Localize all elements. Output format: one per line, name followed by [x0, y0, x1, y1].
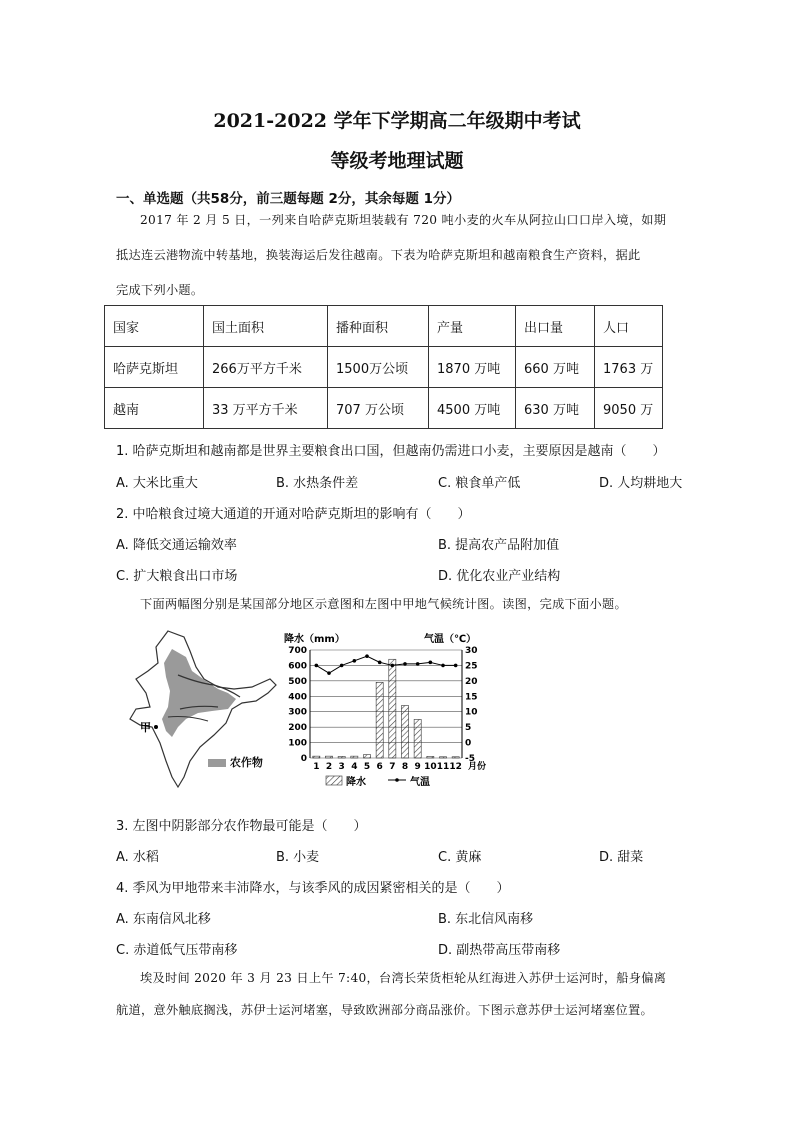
map-legend	[208, 754, 263, 770]
table-cell: 707 万公顷	[328, 388, 429, 429]
table-cell: 266万平方千米	[204, 347, 328, 388]
precip-bars	[313, 659, 459, 758]
chart-grid	[310, 650, 462, 758]
temp-point	[378, 661, 382, 665]
q2-option-a[interactable]: A. 降低交通运输效率	[116, 538, 237, 553]
right-tick-label: -5	[465, 754, 475, 764]
precip-bar	[338, 756, 345, 758]
temp-polyline	[316, 656, 455, 673]
legend-line-dot	[395, 778, 399, 782]
left-tick-label: 400	[288, 692, 307, 703]
table-cell: 33 万平方千米	[204, 388, 328, 429]
temp-line	[315, 654, 458, 675]
place-jia-marker	[154, 725, 158, 729]
q4-option-d[interactable]: D. 副热带高压带南移	[438, 943, 561, 958]
q2-option-d[interactable]: D. 优化农业产业结构	[438, 569, 561, 584]
question-4-stem: 4. 季风为甲地带来丰沛降水，与该季风的成因紧密相关的是（ ）	[116, 881, 510, 896]
table-cell: 越南	[105, 388, 204, 429]
map-legend-label: 农作物	[229, 756, 263, 769]
right-tick-label: 20	[465, 676, 478, 687]
table-cell: 4500 万吨	[429, 388, 516, 429]
x-tick-label: 11	[436, 762, 450, 772]
table-row	[105, 347, 663, 388]
q4-option-c[interactable]: C. 赤道低气压带南移	[116, 943, 238, 958]
x-tick-label: 6	[376, 762, 383, 772]
q1-option-d[interactable]: D. 人均耕地大	[599, 476, 683, 491]
legend-bar-swatch	[326, 776, 342, 785]
temp-point	[353, 659, 357, 663]
right-tick-label: 30	[465, 646, 478, 656]
exam-title: 2021-2022 学年下学期高二年级期中考试	[213, 110, 581, 132]
q1-option-c[interactable]: C. 粮食单产低	[438, 476, 521, 491]
q4-option-b[interactable]: B. 东北信风南移	[438, 912, 534, 927]
x-tick-label: 1	[313, 762, 320, 772]
table-header-cell: 国土面积	[204, 306, 328, 347]
q2-option-c[interactable]: C. 扩大粮食出口市场	[116, 569, 238, 584]
table-header-cell: 播种面积	[328, 306, 429, 347]
x-tick-label: 7	[389, 762, 396, 772]
section-heading: 一、单选题（共58分，前三题每题 2分，其余每题 1分）	[116, 191, 460, 207]
climate-chart	[282, 630, 490, 790]
right-tick-label: 10	[465, 707, 478, 718]
q4-option-a[interactable]: A. 东南信风北移	[116, 912, 211, 927]
exam-subtitle: 等级考地理试题	[330, 150, 464, 172]
temp-point	[403, 662, 407, 666]
precip-bar	[452, 757, 459, 758]
q3-option-b[interactable]: B. 小麦	[276, 850, 320, 865]
chart-ylabel-right: 气温（℃）	[424, 634, 477, 645]
precip-bar	[414, 719, 421, 758]
passage1-line1: 2017 年 2 月 5 日，一列来自哈萨克斯坦装载有 720 吨小麦的火车从阿拉山口口岸入境，如期	[140, 213, 667, 227]
q1-option-b[interactable]: B. 水热条件差	[276, 476, 359, 491]
place-jia-label: 甲	[140, 721, 151, 734]
x-unit-label: 月份	[468, 762, 487, 772]
q3-option-d[interactable]: D. 甜菜	[599, 850, 644, 865]
temp-point	[327, 671, 331, 675]
question-1-stem: 1. 哈萨克斯坦和越南都是世界主要粮食出口国，但越南仍需进口小麦，主要原因是越南（ ）	[116, 444, 666, 459]
q3-option-a[interactable]: A. 水稻	[116, 850, 159, 865]
precip-bar	[313, 756, 320, 758]
passage1-line3: 完成下列小题。	[116, 283, 204, 297]
left-tick-label: 700	[288, 646, 307, 656]
table-cell: 660 万吨	[516, 347, 595, 388]
left-tick-label: 500	[288, 676, 307, 687]
q3-option-c[interactable]: C. 黄麻	[438, 850, 482, 865]
left-tick-label: 200	[288, 723, 307, 734]
legend-line-label: 气温	[410, 777, 430, 788]
right-tick-label: 25	[465, 661, 478, 672]
x-tick-label: 4	[351, 762, 358, 772]
right-tick-label: 5	[465, 723, 472, 734]
chart-ylabel-left: 降水（mm）	[284, 634, 345, 645]
precip-bar	[325, 756, 332, 758]
left-tick-label: 100	[288, 738, 307, 749]
x-tick-label: 2	[325, 762, 333, 772]
temp-point	[441, 664, 445, 668]
left-axis-ticks	[288, 646, 307, 764]
precip-bar	[439, 757, 446, 758]
right-tick-label: 0	[465, 738, 472, 749]
left-tick-label: 0	[300, 754, 307, 764]
temp-point	[454, 664, 458, 668]
table-cell: 9050 万	[595, 388, 663, 429]
table-cell: 1870 万吨	[429, 347, 516, 388]
precip-bar	[376, 682, 383, 758]
table-row	[105, 388, 663, 429]
table-header-cell: 国家	[105, 306, 204, 347]
q2-option-b[interactable]: B. 提高农产品附加值	[438, 538, 560, 553]
precip-bar	[401, 706, 408, 758]
grain-table	[104, 305, 663, 429]
table-header-row	[105, 306, 663, 347]
question-3-stem: 3. 左图中阴影部分农作物最可能是（ ）	[116, 819, 367, 834]
temp-point	[391, 664, 395, 668]
precip-bar	[351, 756, 358, 758]
temp-point	[416, 662, 420, 666]
question-2-stem: 2. 中哈粮食过境大通道的开通对哈萨克斯坦的影响有（ ）	[116, 507, 471, 522]
temp-point	[365, 654, 369, 658]
table-cell: 630 万吨	[516, 388, 595, 429]
precip-bar	[427, 756, 434, 758]
x-tick-label: 9	[414, 762, 421, 772]
temp-point	[315, 664, 319, 668]
passage1-line2: 抵达连云港物流中转基地，换装海运后发往越南。下表为哈萨克斯坦和越南粮食生产资料，据此	[116, 248, 641, 262]
passage3-line2: 航道，意外触底搁浅，苏伊士运河堵塞，导致欧洲部分商品涨价。下图示意苏伊士运河堵塞位置。	[116, 1003, 653, 1017]
q1-option-a[interactable]: A. 大米比重大	[116, 476, 198, 491]
legend-swatch	[208, 759, 226, 767]
x-tick-label: 10	[424, 762, 437, 772]
table-header-cell: 出口量	[516, 306, 595, 347]
intro-2: 下面两幅图分别是某国部分地区示意图和左图中甲地气候统计图。读图，完成下面小题。	[140, 597, 628, 611]
x-tick-label: 5	[363, 762, 371, 772]
precip-bar	[363, 755, 370, 758]
passage3-line1: 埃及时间 2020 年 3 月 23 日上午 7:40，台湾长荣货柜轮从红海进入苏伊士运河时，船身偏离	[140, 971, 667, 985]
precip-bar	[389, 659, 396, 758]
x-tick-label: 3	[338, 762, 345, 772]
temp-point	[429, 661, 433, 665]
right-tick-label: 15	[465, 692, 478, 703]
table-cell: 1763 万	[595, 347, 663, 388]
temp-point	[340, 664, 344, 668]
right-axis-ticks	[465, 646, 478, 764]
legend-bar-label: 降水	[346, 777, 366, 788]
table-header-cell: 人口	[595, 306, 663, 347]
table-cell: 1500万公顷	[328, 347, 429, 388]
table-header-cell: 产量	[429, 306, 516, 347]
table-cell: 哈萨克斯坦	[105, 347, 204, 388]
x-tick-label: 12	[449, 762, 462, 772]
x-axis-ticks	[313, 762, 462, 772]
left-tick-label: 600	[288, 661, 307, 672]
left-tick-label: 300	[288, 707, 307, 718]
x-tick-label: 8	[401, 762, 409, 772]
